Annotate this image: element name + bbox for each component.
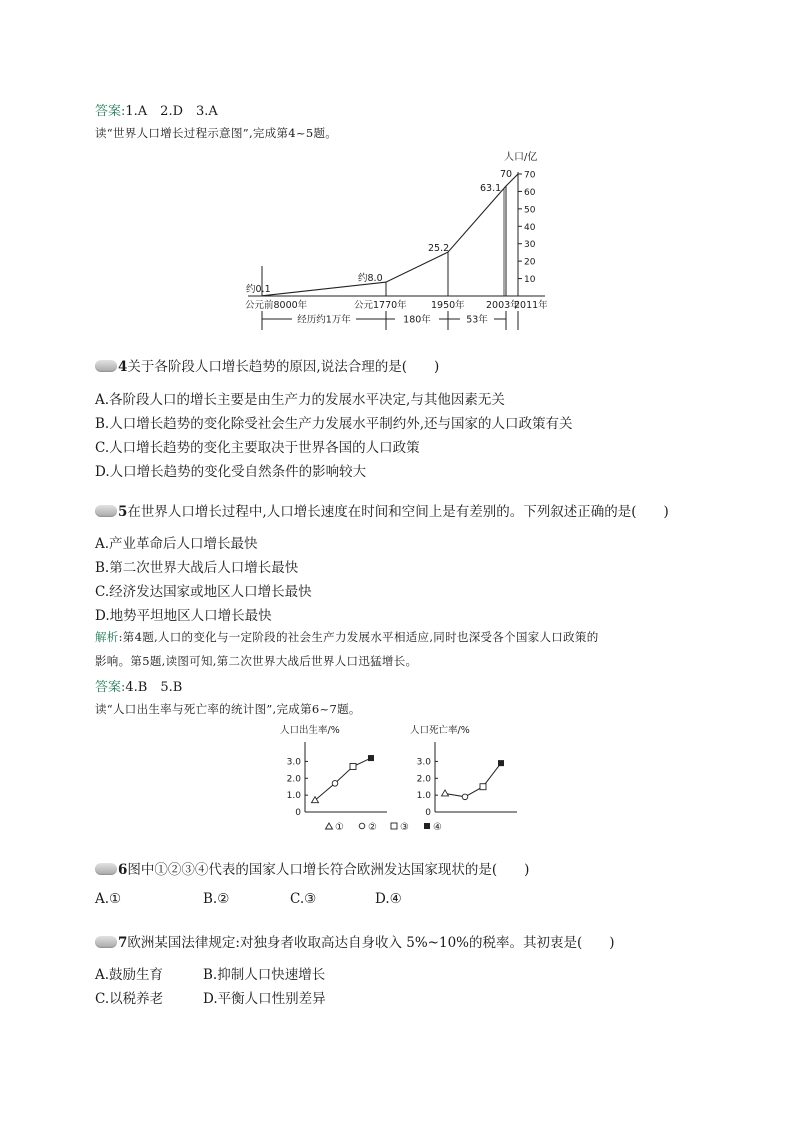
q7-option-a: A.鼓励生育: [95, 967, 164, 983]
y-axis-label: 人口死亡率/%: [410, 725, 470, 736]
answer-line-2: [95, 676, 182, 695]
intro-rate-chart: 读“人口出生率与死亡率的统计图”,完成第6~7题。: [95, 702, 361, 716]
analysis-line-2: 影响。第5题,读图可知,第二次世界大战后世界人口迅猛增长。: [95, 654, 418, 668]
question-stem: 图中①②③④代表的国家人口增长符合欧洲发达国家现状的是( ): [127, 862, 530, 878]
y-tick-label: 2.0: [286, 774, 301, 785]
analysis-line-1: [95, 629, 599, 645]
question-6: [95, 858, 529, 878]
data-label: 约8.0: [358, 273, 383, 284]
q5-option-b: B.第二次世界大战后人口增长最快: [95, 560, 299, 576]
question-stem: 在世界人口增长过程中,人口增长速度在时间和空间上是有差别的。下列叙述正确的是( ): [127, 504, 669, 520]
marker-filled-square: [368, 755, 374, 761]
question-number: 6: [118, 862, 128, 878]
analysis-text-1: :第4题,人口的变化与一定阶段的社会生产力发展水平相适应,同时也深受各个国家人口政策的: [118, 630, 599, 644]
y-axis-label: 人口出生率/%: [280, 725, 340, 736]
answer-line-1: [95, 100, 218, 119]
y-tick-label: 70: [524, 170, 536, 181]
marker-square: [350, 763, 356, 769]
y-tick-label: 40: [524, 222, 536, 233]
span-label: 经历约1万年: [297, 314, 351, 326]
question-number: 4: [118, 359, 128, 375]
q6-option-b: B.②: [203, 891, 230, 907]
q7-option-b: B.抑制人口快速增长: [203, 967, 326, 983]
x-tick-label: 公元前8000年: [245, 300, 308, 311]
answer-label: 答案:: [95, 680, 126, 695]
intro-population-chart: 读“世界人口增长过程示意图”,完成第4~5题。: [95, 126, 338, 140]
q7-option-d: D.平衡人口性别差异: [203, 991, 326, 1007]
question-stem: 关于各阶段人口增长趋势的原因,说法合理的是( ): [127, 359, 440, 375]
legend-label: ④: [433, 822, 442, 833]
legend-label: ③: [400, 822, 409, 833]
data-label: 约0.1: [246, 284, 271, 295]
question-bullet-icon: [95, 360, 117, 372]
y-tick-label: 10: [524, 275, 536, 286]
x-tick-label: 1950年: [431, 300, 465, 311]
q5-option-d: D.地势平坦地区人口增长最快: [95, 608, 272, 624]
rate-line: [445, 763, 501, 797]
answer-text: 1.A 2.D 3.A: [125, 104, 218, 119]
y-tick-label: 0: [295, 808, 301, 818]
marker-circle: [332, 781, 338, 787]
birth-death-rate-charts: [270, 718, 530, 840]
y-tick-label: 1.0: [416, 791, 431, 802]
q6-option-c: C.③: [290, 891, 317, 907]
question-bullet-icon: [95, 505, 117, 517]
span-label: 53年: [466, 314, 488, 326]
q4-option-d: D.人口增长趋势的变化受自然条件的影响较大: [95, 464, 367, 480]
span-label: 180年: [403, 314, 431, 326]
q6-option-a: A.①: [95, 891, 122, 907]
y-tick-label: 3.0: [286, 757, 301, 768]
population-chart-layer: [245, 150, 548, 330]
data-label: 70: [500, 169, 513, 180]
y-tick-label: 0: [425, 808, 431, 818]
answer-label: 答案:: [95, 104, 126, 119]
y-tick-label: 1.0: [286, 791, 301, 802]
q6-option-d: D.④: [375, 891, 402, 907]
legend-square: [391, 823, 397, 829]
question-number: 5: [118, 504, 128, 520]
q7-option-c: C.以税养老: [95, 991, 164, 1007]
question-bullet-icon: [95, 863, 117, 875]
q4-option-c: C.人口增长趋势的变化主要取决于世界各国的人口政策: [95, 440, 420, 456]
y-axis-label: 人口/亿: [504, 152, 538, 163]
x-tick-label: 2011年: [514, 300, 548, 311]
data-label: 25.2: [428, 243, 450, 254]
marker-triangle: [442, 790, 449, 796]
marker-square: [480, 784, 486, 790]
y-tick-label: 3.0: [416, 757, 431, 768]
population-growth-chart: [240, 143, 560, 335]
y-tick-label: 30: [524, 240, 536, 251]
y-tick-label: 50: [524, 205, 536, 216]
legend-circle: [359, 823, 365, 829]
marker-filled-square: [498, 760, 504, 766]
question-number: 7: [118, 935, 128, 951]
question-4: [95, 355, 439, 375]
legend-triangle: [326, 823, 333, 829]
legend-label: ②: [368, 822, 377, 833]
question-5: [95, 500, 669, 520]
answer-text: 4.B 5.B: [125, 680, 183, 695]
data-label: 63.1: [480, 183, 502, 194]
question-7: [95, 931, 615, 951]
marker-circle: [462, 794, 468, 800]
question-stem: 欧洲某国法律规定:对独身者收取高达自身收入 5%~10%的税率。其初衷是( ): [127, 935, 615, 951]
analysis-label: 解析: [95, 630, 119, 644]
q5-option-a: A.产业革命后人口增长最快: [95, 536, 258, 552]
y-tick-label: 60: [524, 187, 536, 198]
q4-option-a: A.各阶段人口的增长主要是由生产力的发展水平决定,与其他因素无关: [95, 392, 505, 408]
rate-line: [315, 758, 371, 800]
x-tick-label: 公元1770年: [354, 300, 407, 311]
q4-option-b: B.人口增长趋势的变化除受社会生产力发展水平制约外,还与国家的人口政策有关: [95, 416, 573, 432]
x-tick-label: 2003年: [486, 300, 520, 311]
question-bullet-icon: [95, 936, 117, 948]
y-tick-label: 20: [524, 257, 536, 268]
rate-chart-layer: [280, 724, 517, 833]
y-tick-label: 2.0: [416, 774, 431, 785]
legend-filled-square: [424, 823, 430, 829]
legend-label: ①: [335, 822, 344, 833]
q5-option-c: C.经济发达国家或地区人口增长最快: [95, 584, 312, 600]
